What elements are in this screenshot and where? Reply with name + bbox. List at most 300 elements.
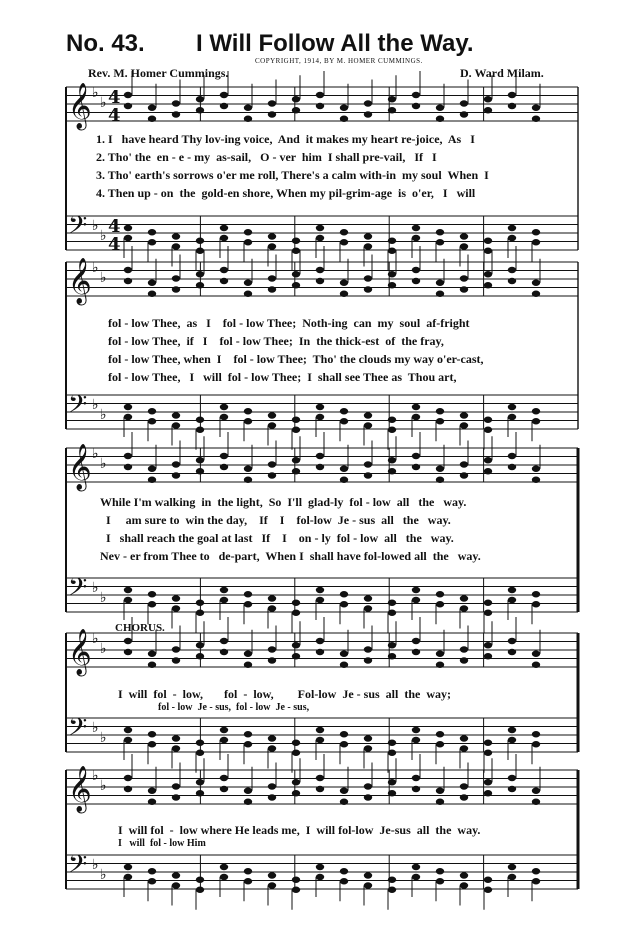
note-head <box>220 649 228 655</box>
note-head <box>172 657 180 663</box>
verse-line-s1-1: 1. I have heard Thy lov-ing voice, And it makes my heart re-joice, As I <box>96 132 475 146</box>
note-head <box>412 404 420 410</box>
hymn-title: I Will Follow All the Way. <box>196 30 474 57</box>
note-head <box>244 741 252 747</box>
hymn-number: No. 43. <box>66 30 145 57</box>
note-head <box>292 238 300 244</box>
note-head <box>412 727 420 733</box>
note-head <box>436 291 444 297</box>
note-head <box>532 651 540 657</box>
note-head <box>340 418 348 424</box>
note-head <box>268 243 276 249</box>
note-head <box>316 92 324 98</box>
note-head <box>532 280 540 286</box>
note-head <box>148 868 156 874</box>
note-head <box>412 649 420 655</box>
note-head <box>436 662 444 668</box>
note-head <box>244 788 252 794</box>
note-head <box>196 653 204 659</box>
note-head <box>484 887 492 893</box>
note-head <box>172 872 180 878</box>
note-head <box>196 750 204 756</box>
note-head <box>388 750 396 756</box>
note-head <box>292 653 300 659</box>
note-head <box>364 646 372 652</box>
note-head <box>172 275 180 281</box>
note-head <box>340 741 348 747</box>
note-head <box>508 727 516 733</box>
chorus-label: CHORUS. <box>115 622 165 634</box>
note-head <box>412 103 420 109</box>
note-head <box>340 105 348 111</box>
note-head <box>268 882 276 888</box>
note-head <box>316 464 324 470</box>
note-head <box>532 116 540 122</box>
flat-icon: ♭ <box>100 228 107 244</box>
note-head <box>412 464 420 470</box>
note-head <box>220 453 228 459</box>
note-head <box>292 248 300 254</box>
note-head <box>292 779 300 785</box>
note-head <box>124 649 132 655</box>
note-head <box>268 111 276 117</box>
note-head <box>268 657 276 663</box>
note-head <box>532 788 540 794</box>
note-head <box>532 799 540 805</box>
note-head <box>364 275 372 281</box>
note-head <box>244 878 252 884</box>
verse-line-s1-2: 2. Tho' the en - e - my as-sail, O - ver him I shall pre-vail, If I <box>96 150 437 164</box>
note-head <box>220 92 228 98</box>
bass-clef-icon: 𝄢 <box>68 850 88 885</box>
note-head <box>220 235 228 241</box>
note-head <box>220 597 228 603</box>
verse-line-s3-4: Nev - er from Thee to de-part, When I shall have fol-lowed all the way. <box>100 549 481 563</box>
note-head <box>460 233 468 239</box>
bass-clef-icon: 𝄢 <box>68 713 88 748</box>
note-head <box>292 740 300 746</box>
note-head <box>340 662 348 668</box>
note-head <box>124 464 132 470</box>
note-head <box>124 786 132 792</box>
note-head <box>220 404 228 410</box>
note-head <box>244 591 252 597</box>
note-head <box>460 412 468 418</box>
flat-icon: ♭ <box>100 867 107 883</box>
note-head <box>532 466 540 472</box>
flat-icon: ♭ <box>100 456 107 472</box>
note-head <box>508 92 516 98</box>
note-head <box>316 638 324 644</box>
note-head <box>268 461 276 467</box>
note-head <box>196 417 204 423</box>
note-head <box>532 408 540 414</box>
note-head <box>172 595 180 601</box>
note-head <box>460 657 468 663</box>
note-head <box>196 887 204 893</box>
note-head <box>172 882 180 888</box>
note-head <box>460 111 468 117</box>
note-head <box>364 412 372 418</box>
note-head <box>508 464 516 470</box>
note-head <box>484 96 492 102</box>
note-head <box>508 638 516 644</box>
note-head <box>532 418 540 424</box>
note-head <box>340 239 348 245</box>
copyright-notice: COPYRIGHT, 1914, BY M. HOMER CUMMINGS. <box>255 57 423 65</box>
note-head <box>532 105 540 111</box>
flat-icon: ♭ <box>92 260 99 276</box>
note-head <box>412 235 420 241</box>
flat-icon: ♭ <box>92 218 99 234</box>
flat-icon: ♭ <box>100 730 107 746</box>
note-head <box>484 610 492 616</box>
note-head <box>508 597 516 603</box>
note-head <box>244 799 252 805</box>
note-head <box>364 735 372 741</box>
note-head <box>124 727 132 733</box>
flat-icon: ♭ <box>92 85 99 101</box>
note-head <box>316 225 324 231</box>
note-head <box>196 740 204 746</box>
note-head <box>220 103 228 109</box>
note-head <box>484 417 492 423</box>
note-head <box>340 878 348 884</box>
note-head <box>388 740 396 746</box>
note-head <box>148 731 156 737</box>
note-head <box>532 229 540 235</box>
note-head <box>124 737 132 743</box>
note-head <box>316 103 324 109</box>
note-head <box>268 412 276 418</box>
note-head <box>316 597 324 603</box>
note-head <box>148 741 156 747</box>
note-head <box>316 404 324 410</box>
treble-clef-icon: 𝄞 <box>68 766 92 812</box>
note-head <box>292 271 300 277</box>
note-head <box>148 477 156 483</box>
note-head <box>268 735 276 741</box>
note-head <box>508 786 516 792</box>
note-head <box>364 745 372 751</box>
note-head <box>460 472 468 478</box>
note-head <box>244 239 252 245</box>
note-head <box>196 877 204 883</box>
note-head <box>532 868 540 874</box>
note-head <box>124 225 132 231</box>
note-head <box>172 646 180 652</box>
note-head <box>388 610 396 616</box>
note-head <box>148 291 156 297</box>
note-head <box>244 662 252 668</box>
note-head <box>340 651 348 657</box>
note-head <box>124 597 132 603</box>
note-head <box>412 874 420 880</box>
flat-icon: ♭ <box>92 768 99 784</box>
note-head <box>244 408 252 414</box>
note-head <box>340 291 348 297</box>
verse-line-s2-3: fol - low Thee, when I fol - low Thee; Tho' the clouds my way o'er-cast, <box>108 352 484 366</box>
note-head <box>124 775 132 781</box>
note-head <box>292 96 300 102</box>
bass-clef-icon: 𝄢 <box>68 211 88 246</box>
note-head <box>172 233 180 239</box>
note-head <box>364 243 372 249</box>
note-head <box>220 278 228 284</box>
note-head <box>388 107 396 113</box>
note-head <box>436 239 444 245</box>
note-head <box>340 799 348 805</box>
note-head <box>268 745 276 751</box>
note-head <box>412 587 420 593</box>
note-head <box>388 427 396 433</box>
note-head <box>340 466 348 472</box>
note-head <box>460 422 468 428</box>
note-head <box>124 92 132 98</box>
chorus-line-2: I will fol - low where He leads me, I will fol-low Je-sus all the way. <box>118 823 481 837</box>
note-head <box>340 229 348 235</box>
note-head <box>436 408 444 414</box>
note-head <box>460 605 468 611</box>
note-head <box>412 638 420 644</box>
note-head <box>460 286 468 292</box>
note-head <box>196 271 204 277</box>
note-head <box>364 233 372 239</box>
note-head <box>532 239 540 245</box>
note-head <box>436 868 444 874</box>
note-head <box>268 472 276 478</box>
time-signature: 4 <box>108 216 121 237</box>
note-head <box>364 794 372 800</box>
note-head <box>364 422 372 428</box>
note-head <box>364 100 372 106</box>
note-head <box>172 286 180 292</box>
flat-icon: ♭ <box>100 407 107 423</box>
note-head <box>316 775 324 781</box>
note-head <box>148 799 156 805</box>
note-head <box>388 417 396 423</box>
treble-clef-icon: 𝄞 <box>68 444 92 490</box>
note-head <box>124 404 132 410</box>
note-head <box>508 404 516 410</box>
note-head <box>220 464 228 470</box>
note-head <box>244 105 252 111</box>
note-head <box>388 282 396 288</box>
note-head <box>196 779 204 785</box>
note-head <box>148 418 156 424</box>
note-head <box>388 468 396 474</box>
flat-icon: ♭ <box>92 446 99 462</box>
note-head <box>484 457 492 463</box>
note-head <box>196 790 204 796</box>
note-head <box>244 731 252 737</box>
note-head <box>292 750 300 756</box>
note-head <box>148 466 156 472</box>
note-head <box>196 468 204 474</box>
note-head <box>412 775 420 781</box>
note-head <box>412 267 420 273</box>
note-head <box>172 461 180 467</box>
note-head <box>412 864 420 870</box>
note-head <box>244 291 252 297</box>
note-head <box>484 790 492 796</box>
note-head <box>196 107 204 113</box>
note-head <box>364 472 372 478</box>
note-head <box>388 887 396 893</box>
note-head <box>196 238 204 244</box>
note-head <box>436 418 444 424</box>
note-head <box>244 116 252 122</box>
note-head <box>148 878 156 884</box>
note-head <box>388 248 396 254</box>
note-head <box>364 657 372 663</box>
note-head <box>268 646 276 652</box>
note-head <box>220 874 228 880</box>
flat-icon: ♭ <box>92 397 99 413</box>
note-head <box>196 248 204 254</box>
flat-icon: ♭ <box>100 641 107 657</box>
note-head <box>508 737 516 743</box>
note-head <box>484 653 492 659</box>
note-head <box>340 477 348 483</box>
note-head <box>292 468 300 474</box>
note-head <box>436 105 444 111</box>
note-head <box>220 775 228 781</box>
note-head <box>220 414 228 420</box>
note-head <box>196 96 204 102</box>
note-head <box>292 877 300 883</box>
note-head <box>268 100 276 106</box>
note-head <box>436 651 444 657</box>
note-head <box>268 595 276 601</box>
treble-clef-icon: 𝄞 <box>68 629 92 675</box>
note-head <box>532 477 540 483</box>
note-head <box>292 282 300 288</box>
note-head <box>508 414 516 420</box>
verse-line-s3-2: I am sure to win the day, If I fol-low Je - sus all the way. <box>100 513 451 527</box>
note-head <box>148 408 156 414</box>
note-head <box>340 868 348 874</box>
note-head <box>508 267 516 273</box>
note-head <box>172 472 180 478</box>
note-head <box>508 225 516 231</box>
note-head <box>508 874 516 880</box>
note-head <box>316 587 324 593</box>
note-head <box>508 103 516 109</box>
note-head <box>436 280 444 286</box>
note-head <box>436 466 444 472</box>
note-head <box>460 794 468 800</box>
note-head <box>484 779 492 785</box>
note-head <box>412 597 420 603</box>
note-head <box>364 605 372 611</box>
note-head <box>364 882 372 888</box>
note-head <box>436 731 444 737</box>
verse-line-s3-3: I shall reach the goal at last If I on - ly fol - low all the way. <box>100 531 454 545</box>
note-head <box>340 280 348 286</box>
note-head <box>196 642 204 648</box>
note-head <box>220 727 228 733</box>
note-head <box>460 735 468 741</box>
note-head <box>268 422 276 428</box>
note-head <box>364 595 372 601</box>
note-head <box>388 779 396 785</box>
note-head <box>292 107 300 113</box>
flat-icon: ♭ <box>92 720 99 736</box>
note-head <box>532 731 540 737</box>
note-head <box>244 280 252 286</box>
note-head <box>484 271 492 277</box>
note-head <box>460 243 468 249</box>
note-head <box>508 649 516 655</box>
note-head <box>172 422 180 428</box>
note-head <box>148 116 156 122</box>
note-head <box>172 745 180 751</box>
chorus-line-1: I will fol - low, fol - low, Fol-low Je - sus all the way; <box>118 687 451 701</box>
note-head <box>124 235 132 241</box>
note-head <box>484 877 492 883</box>
flat-icon: ♭ <box>92 857 99 873</box>
note-head <box>340 601 348 607</box>
note-head <box>364 872 372 878</box>
flat-icon: ♭ <box>100 778 107 794</box>
verse-line-s2-2: fol - low Thee, if I fol - low Thee; In the thick-est of the fray, <box>108 334 444 348</box>
note-head <box>268 794 276 800</box>
note-head <box>412 786 420 792</box>
note-head <box>124 103 132 109</box>
note-head <box>484 468 492 474</box>
time-signature: 4 <box>108 87 121 108</box>
note-head <box>220 864 228 870</box>
note-head <box>508 235 516 241</box>
note-head <box>484 642 492 648</box>
note-head <box>532 662 540 668</box>
note-head <box>268 783 276 789</box>
note-head <box>148 662 156 668</box>
note-head <box>484 248 492 254</box>
note-head <box>460 595 468 601</box>
note-head <box>532 291 540 297</box>
chorus-line-1-under: fol - low Je - sus, fol - low Je - sus, <box>158 702 310 713</box>
note-head <box>388 790 396 796</box>
flat-icon: ♭ <box>100 95 107 111</box>
note-head <box>172 783 180 789</box>
note-head <box>244 868 252 874</box>
note-head <box>124 453 132 459</box>
note-head <box>484 750 492 756</box>
note-head <box>532 741 540 747</box>
verse-line-s1-3: 3. Tho' earth's sorrows o'er me roll, There's a calm with-in my soul When I <box>96 168 489 182</box>
note-head <box>484 282 492 288</box>
note-head <box>268 275 276 281</box>
note-head <box>436 116 444 122</box>
note-head <box>292 610 300 616</box>
note-head <box>460 872 468 878</box>
note-head <box>244 418 252 424</box>
note-head <box>316 874 324 880</box>
note-head <box>388 653 396 659</box>
note-head <box>196 610 204 616</box>
note-head <box>316 737 324 743</box>
treble-clef-icon: 𝄞 <box>68 83 92 129</box>
time-signature: 4 <box>108 105 121 126</box>
note-head <box>364 111 372 117</box>
note-head <box>124 414 132 420</box>
note-head <box>316 414 324 420</box>
note-head <box>268 605 276 611</box>
note-head <box>292 790 300 796</box>
note-head <box>484 427 492 433</box>
